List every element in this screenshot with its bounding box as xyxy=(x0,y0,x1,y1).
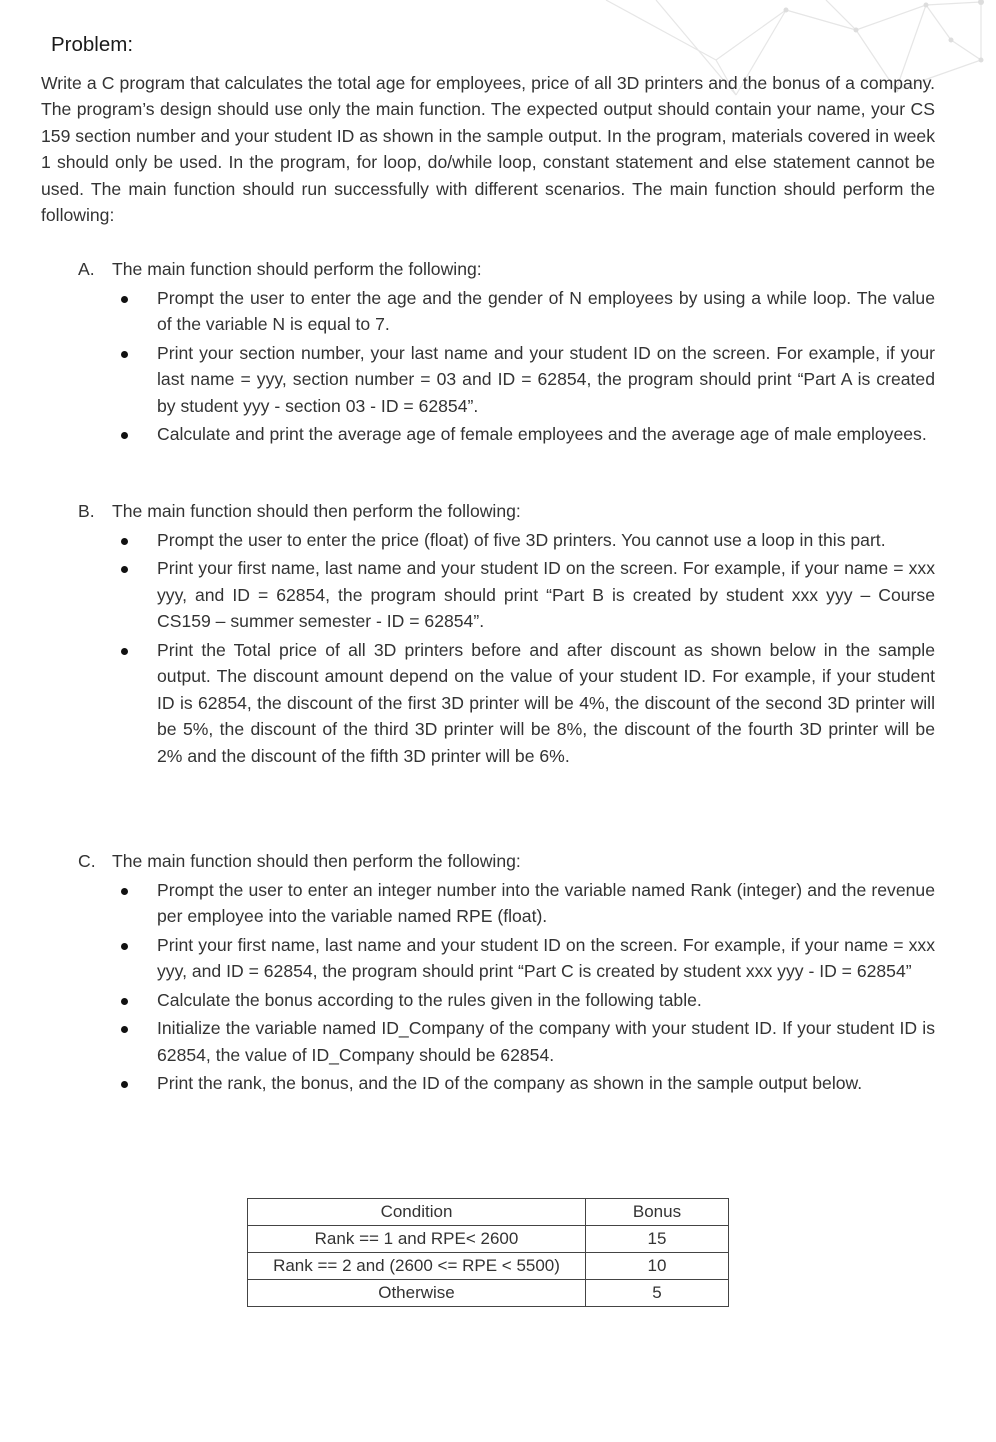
section-heading-text: The main function should then perform the following: xyxy=(112,851,521,871)
table-cell-condition: Otherwise xyxy=(248,1280,586,1307)
bullet-item: Print your first name, last name and your student ID on the screen. For example, if your name = xxx yyy, and ID = 62854, the program should print “Part C is created by student xxx yyy - ID = 62854” xyxy=(157,932,935,985)
section-a xyxy=(78,256,935,450)
bullet-icon xyxy=(121,296,128,303)
table-cell-condition: Rank == 2 and (2600 <= RPE < 5500) xyxy=(248,1253,586,1280)
section-heading-text: The main function should perform the following: xyxy=(112,259,482,279)
table-cell-condition: Rank == 1 and RPE< 2600 xyxy=(248,1226,586,1253)
bullet-item: Prompt the user to enter an integer number into the variable named Rank (integer) and the revenue per employee into the variable named RPE (float). xyxy=(157,877,935,930)
section-a-bullets xyxy=(78,285,935,448)
table-cell-bonus: 10 xyxy=(586,1253,729,1280)
section-heading-text: The main function should then perform the following: xyxy=(112,501,521,521)
bullet-icon xyxy=(121,432,128,439)
bullet-item: Print the rank, the bonus, and the ID of the company as shown in the sample output below. xyxy=(157,1070,935,1097)
table-row xyxy=(248,1226,729,1253)
section-letter: A. xyxy=(78,259,95,279)
table-header-bonus: Bonus xyxy=(586,1199,729,1226)
bullet-icon xyxy=(121,648,128,655)
bullet-item: Initialize the variable named ID_Company of the company with your student ID. If your student ID is 62854, the value of ID_Company should be 62854. xyxy=(157,1015,935,1068)
section-c-bullets xyxy=(78,877,935,1097)
bullet-icon xyxy=(121,943,128,950)
bullet-icon xyxy=(121,351,128,358)
bullet-item: Prompt the user to enter the price (float) of five 3D printers. You cannot use a loop in this part. xyxy=(157,527,935,554)
section-letter: B. xyxy=(78,501,95,521)
table-row xyxy=(248,1280,729,1307)
bullet-icon xyxy=(121,538,128,545)
table-header-row xyxy=(248,1199,729,1226)
bullet-icon xyxy=(121,888,128,895)
table-cell-bonus: 5 xyxy=(586,1280,729,1307)
bonus-table xyxy=(247,1198,729,1307)
bullet-icon xyxy=(121,1026,128,1033)
section-c xyxy=(78,848,935,1099)
bullet-item: Print your first name, last name and your student ID on the screen. For example, if your name = xxx yyy, and ID = 62854, the program should print “Part B is created by student xxx yyy – Course CS159 – summer semester - ID = 62854”. xyxy=(157,555,935,635)
table-header-condition: Condition xyxy=(248,1199,586,1226)
intro-paragraph: Write a C program that calculates the total age for employees, price of all 3D printers and the bonus of a company. The program’s design should use only the main function. The expected output should contain your name, your CS 159 section number and your student ID as shown in the sample output. In the program, materials covered in week 1 should only be used. In the program, for loop, do/while loop, constant statement and else statement cannot be used. The main function should run successfully with different scenarios. The main function should perform the following: xyxy=(41,73,935,226)
bullet-item: Calculate and print the average age of female employees and the average age of male employees. xyxy=(157,421,935,448)
section-c-heading xyxy=(78,848,935,875)
bullet-item: Calculate the bonus according to the rules given in the following table. xyxy=(157,987,935,1014)
table-cell-bonus: 15 xyxy=(586,1226,729,1253)
bullet-item: Prompt the user to enter the age and the gender of N employees by using a while loop. The value of the variable N is equal to 7. xyxy=(157,285,935,338)
section-letter: C. xyxy=(78,851,96,871)
bullet-icon xyxy=(121,998,128,1005)
page-title: Problem: xyxy=(51,33,134,56)
bullet-item: Print the Total price of all 3D printers before and after discount as shown below in the sample output. The discount amount depend on the value of your student ID. For example, if your student ID is 62854, the discount of the first 3D printer will be 4%, the discount of the second 3D printer will be 5%, the discount of the third 3D printer will be 8%, the discount of the fourth 3D printer will be 2% and the discount of the fifth 3D printer will be 6%. xyxy=(157,637,935,770)
bullet-icon xyxy=(121,566,128,573)
section-b-heading xyxy=(78,498,935,525)
section-b xyxy=(78,498,935,771)
section-a-heading xyxy=(78,256,935,283)
section-b-bullets xyxy=(78,527,935,770)
bullet-item: Print your section number, your last name and your student ID on the screen. For example, if your last name = yyy, section number = 03 and ID = 62854, the program should print “Part A is created by student yyy - section 03 - ID = 62854”. xyxy=(157,340,935,420)
bullet-icon xyxy=(121,1081,128,1088)
table-row xyxy=(248,1253,729,1280)
